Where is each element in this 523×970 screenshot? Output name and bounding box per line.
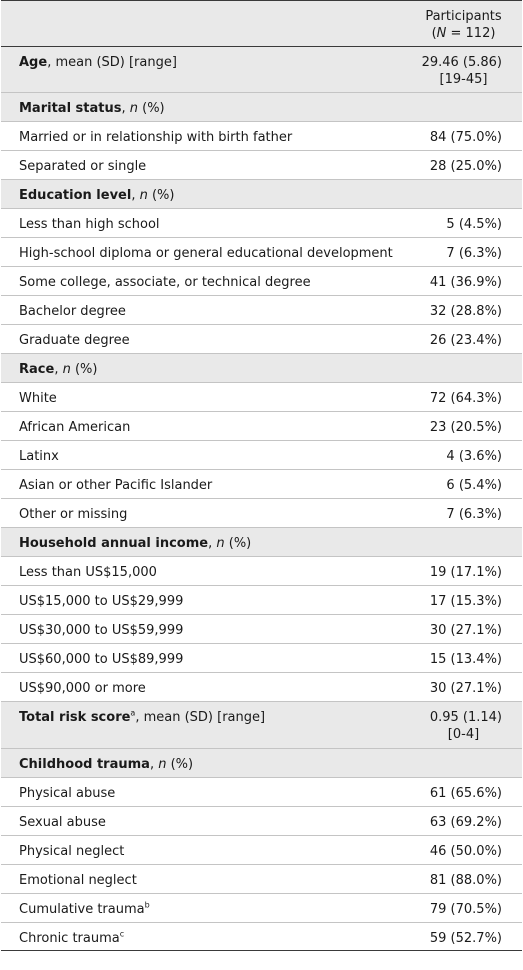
row-label: [1, 644, 411, 672]
section-stat-descriptor: , n (%): [208, 536, 252, 551]
row-label-text: Physical abuse: [19, 786, 116, 801]
footnote-marker: b: [144, 900, 150, 910]
value-text: 26 (23.4%): [429, 333, 502, 348]
row-value: [411, 673, 522, 701]
row-label-text: Separated or single: [19, 159, 147, 174]
row-label-text: Other or missing: [19, 507, 128, 522]
row-value: [411, 702, 522, 748]
row-value: [411, 296, 522, 324]
header-participants-label: Participants: [425, 9, 502, 24]
row-value: [411, 644, 522, 672]
row-label-text: US$30,000 to US$59,999: [19, 623, 184, 638]
row-value: [411, 894, 522, 922]
row-label-text: Asian or other Pacific Islander: [19, 478, 213, 493]
table-row: [1, 296, 522, 325]
row-label-text: Married or in relationship with birth father: [19, 130, 293, 145]
row-label: [1, 238, 411, 266]
section-header-row: [1, 354, 522, 383]
value-text: 30 (27.1%): [429, 623, 502, 638]
table-row: [1, 615, 522, 644]
section-stat-descriptor: , n (%): [54, 362, 98, 377]
value-text: 7 (6.3%): [446, 246, 502, 261]
value-text: 72 (64.3%): [429, 391, 502, 406]
section-header-row: [1, 749, 522, 778]
table-row: [1, 673, 522, 702]
row-label: [1, 325, 411, 353]
row-value: [411, 807, 522, 835]
row-label: [1, 894, 411, 922]
row-label: [1, 209, 411, 237]
value-text: 23 (20.5%): [429, 420, 502, 435]
row-label: [1, 412, 411, 440]
value-text: 17 (15.3%): [429, 594, 502, 609]
row-label-text: US$60,000 to US$89,999: [19, 652, 184, 667]
row-label-text: Bachelor degree: [19, 304, 126, 319]
row-value: [411, 325, 522, 353]
row-value: [411, 238, 522, 266]
row-label: [1, 836, 411, 864]
table-row: [1, 644, 522, 673]
row-label-text: Emotional neglect: [19, 873, 137, 888]
table-row: [1, 836, 522, 865]
value-text: 84 (75.0%): [429, 130, 502, 145]
row-label: [1, 778, 411, 806]
value-text: 28 (25.0%): [429, 159, 502, 174]
row-label-text: High-school diploma or general educational development: [19, 246, 393, 261]
header-sample-size: (N = 112): [431, 26, 496, 41]
row-label: [1, 180, 411, 208]
table-row: [1, 209, 522, 238]
row-label-text: Chronic trauma: [19, 931, 120, 946]
row-value: [411, 151, 522, 179]
row-value: [411, 499, 522, 527]
table-row: [1, 122, 522, 151]
value-range: [19-45]: [439, 72, 488, 87]
row-value: [411, 267, 522, 295]
section-header-row: [1, 93, 522, 122]
section-title: Age: [19, 55, 48, 70]
row-label: [1, 499, 411, 527]
row-value: [411, 209, 522, 237]
table-row: [1, 383, 522, 412]
participants-table: [1, 0, 522, 951]
row-value: [411, 354, 522, 382]
value-text: 7 (6.3%): [446, 507, 502, 522]
table-row: [1, 470, 522, 499]
value-text: 29.46 (5.86): [421, 55, 502, 70]
row-label: [1, 702, 411, 748]
row-value: [411, 180, 522, 208]
row-value: [411, 749, 522, 777]
row-label-text: US$90,000 or more: [19, 681, 146, 696]
table-row: [1, 778, 522, 807]
row-label-text: Cumulative trauma: [19, 902, 145, 917]
section-title: Marital status: [19, 101, 122, 116]
table-row: [1, 441, 522, 470]
value-range: [0-4]: [447, 727, 480, 742]
row-label: [1, 923, 411, 950]
row-label-text: Less than US$15,000: [19, 565, 157, 580]
row-value: [411, 836, 522, 864]
row-label-text: Less than high school: [19, 217, 160, 232]
value-text: 4 (3.6%): [446, 449, 502, 464]
row-label-text: African American: [19, 420, 131, 435]
footnote-marker: c: [119, 929, 125, 939]
section-title: Childhood trauma: [19, 757, 150, 772]
section-header-row: [1, 702, 522, 749]
row-label-text: Physical neglect: [19, 844, 125, 859]
table-row: [1, 499, 522, 528]
row-label: [1, 749, 411, 777]
row-value: [411, 122, 522, 150]
header-n-count: = 112: [450, 26, 491, 41]
row-value: [411, 441, 522, 469]
row-value: [411, 47, 522, 92]
row-label-text: White: [19, 391, 57, 406]
value-text: 6 (5.4%): [446, 478, 502, 493]
section-stat-descriptor: , n (%): [131, 188, 175, 203]
value-text: 0.95 (1.14): [429, 710, 502, 725]
value-text: 19 (17.1%): [429, 565, 502, 580]
table-row: [1, 807, 522, 836]
section-title: Household annual income: [19, 536, 209, 551]
value-text: 61 (65.6%): [429, 786, 502, 801]
table-row: [1, 586, 522, 615]
value-text: 81 (88.0%): [429, 873, 502, 888]
header-label-cell: [1, 1, 411, 46]
row-value: [411, 470, 522, 498]
table-row: [1, 267, 522, 296]
row-label: [1, 865, 411, 893]
row-label: [1, 47, 411, 92]
row-label: [1, 470, 411, 498]
section-title: Total risk score: [19, 710, 131, 725]
row-label: [1, 122, 411, 150]
row-value: [411, 412, 522, 440]
table-row: [1, 557, 522, 586]
section-stat-descriptor: , mean (SD) [range]: [47, 55, 177, 70]
row-label: [1, 673, 411, 701]
table-body: [1, 47, 522, 951]
row-value: [411, 93, 522, 121]
value-text: 59 (52.7%): [429, 931, 502, 946]
row-value: [411, 923, 522, 950]
footnote-marker: a: [130, 708, 136, 718]
row-label-text: Some college, associate, or technical degree: [19, 275, 311, 290]
value-text: 41 (36.9%): [429, 275, 502, 290]
section-header-row: [1, 528, 522, 557]
row-label: [1, 151, 411, 179]
value-text: 63 (69.2%): [429, 815, 502, 830]
row-label: [1, 441, 411, 469]
row-label: [1, 557, 411, 585]
row-label: [1, 93, 411, 121]
row-label: [1, 528, 411, 556]
row-label: [1, 615, 411, 643]
row-label-text: Sexual abuse: [19, 815, 106, 830]
value-text: 15 (13.4%): [429, 652, 502, 667]
table-row: [1, 923, 522, 951]
header-n-symbol: N: [436, 26, 447, 41]
row-value: [411, 586, 522, 614]
table-row: [1, 151, 522, 180]
row-value: [411, 528, 522, 556]
row-value: [411, 383, 522, 411]
section-stat-descriptor: , mean (SD) [range]: [135, 710, 266, 725]
section-header-row: [1, 47, 522, 93]
table-row: [1, 325, 522, 354]
row-label: [1, 807, 411, 835]
row-label: [1, 296, 411, 324]
row-label: [1, 267, 411, 295]
table-row: [1, 865, 522, 894]
section-stat-descriptor: , n (%): [121, 101, 165, 116]
row-label: [1, 354, 411, 382]
row-value: [411, 615, 522, 643]
value-text: 30 (27.1%): [429, 681, 502, 696]
row-label-text: US$15,000 to US$29,999: [19, 594, 184, 609]
section-title: Education level: [19, 188, 132, 203]
table-row: [1, 238, 522, 267]
row-value: [411, 865, 522, 893]
value-text: 32 (28.8%): [429, 304, 502, 319]
section-stat-descriptor: , n (%): [149, 757, 194, 772]
section-title: Race: [19, 362, 55, 377]
row-label-text: Latinx: [19, 449, 59, 464]
header-participants-cell: [411, 1, 522, 46]
row-label: [1, 586, 411, 614]
row-label: [1, 383, 411, 411]
row-label-text: Graduate degree: [19, 333, 130, 348]
value-text: 46 (50.0%): [429, 844, 502, 859]
value-text: 79 (70.5%): [429, 902, 502, 917]
row-value: [411, 557, 522, 585]
section-header-row: [1, 180, 522, 209]
row-value: [411, 778, 522, 806]
table-header: [1, 0, 522, 47]
table-row: [1, 894, 522, 923]
table-row: [1, 412, 522, 441]
value-text: 5 (4.5%): [446, 217, 502, 232]
